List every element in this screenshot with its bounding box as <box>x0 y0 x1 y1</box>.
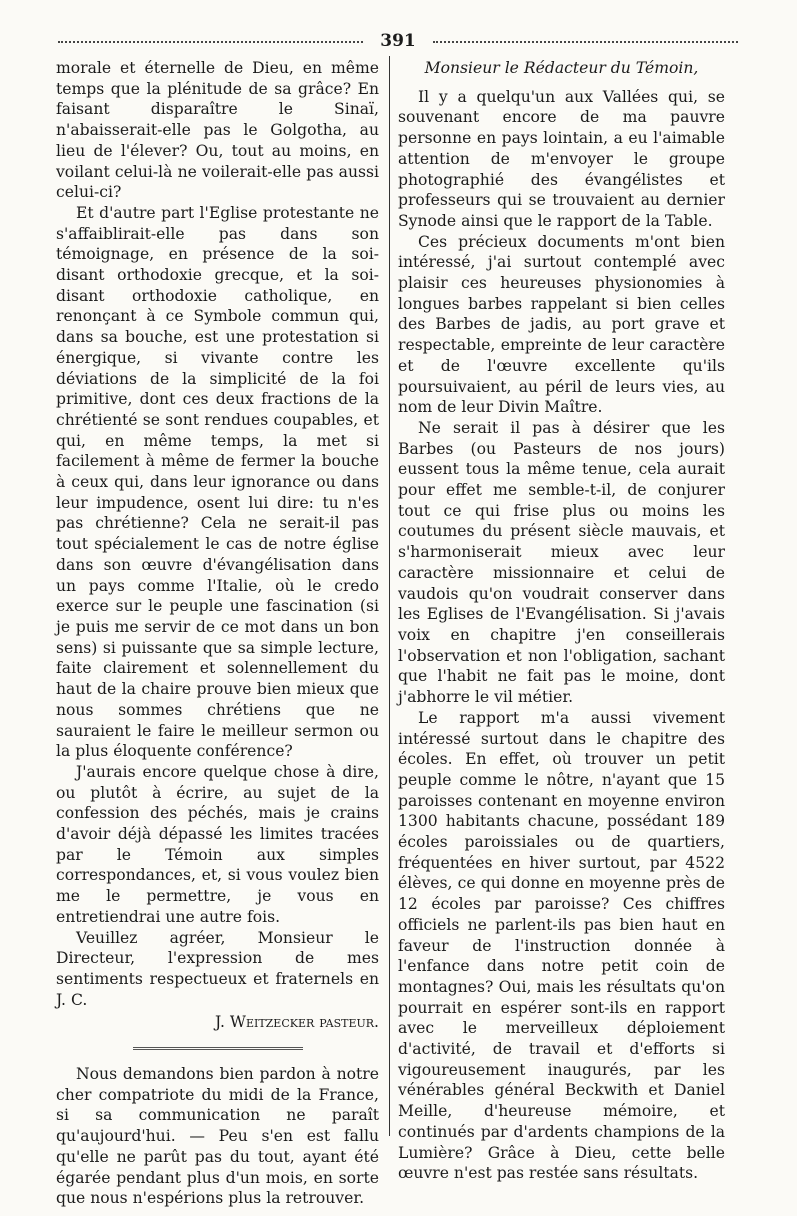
left-column <box>56 58 379 1209</box>
left-paragraph-1: morale et éternelle de Dieu, en même temps que la plénitude de sa grâce? En faisant disparaître le Sinaï, n'abaisserait-elle pas le Golgotha, au lieu de l'élever? Ou, tout au moins, en voilant celui-là ne voilerait-elle pas aussi celui-ci? <box>56 59 379 202</box>
right-paragraph-2: Ces précieux documents m'ont bien intéressé, j'ai surtout contemplé avec plaisir ces heureuses physionomies à longues barbes rappelant si bien celles des Barbes de jadis, au port grave et respectable, empreinte de leur caractère et de l'œuvre excellente qu'ils poursuivaient, au péril de leurs vies, au nom de leur Divin Maître. <box>398 232 725 417</box>
right-paragraph-1: Il y a quelqu'un aux Vallées qui, se souvenant encore de ma pauvre personne en pays lointain, a eu l'aimable attention de m'envoyer le groupe photographié des évangélistes et professeurs qui se trouvaient au dernier Synode ainsi que le rapport de la Table. <box>398 87 725 230</box>
page-number: 391 <box>380 31 416 51</box>
section-separator <box>133 1047 303 1050</box>
header-rule-left <box>58 41 363 43</box>
header-rule-right <box>433 41 738 43</box>
column-divider <box>389 56 390 1136</box>
left-paragraph-2: Et d'autre part l'Eglise protestante ne s'affaiblirait-elle pas dans son témoignage, en présence de la soi-disant orthodoxie grecque, et la soi-disant orthodoxie catholique, en renonçant à ce Symbole commun qui, dans sa bouche, est une protestation si énergique, si vivante contre les déviations de la simplicité de la foi primitive, dont ces deux fractions de la chrétienté se sont rendues coupables, et qui, en même temps, la met si facilement à même de fermer la bouche à ceux qui, dans leur ignorance ou dans leur impudence, osent lui dire: tu n'es pas chrétienne? Cela ne serait-il pas tout spécialement le cas de notre église dans son œuvre d'évangélisation dans un pays comme l'Italie, où le credo exerce sur le peuple une fascination (si je puis me servir de ce mot dans un bon sens) si puissante que sa simple lecture, faite clairement et solennellement du haut de la chaire prouve bien mieux que nous sommes chrétiens que ne sauraient le faire le meilleur sermon ou la plus éloquente conférence? <box>56 203 379 761</box>
letter-signature: J. Weitzecker pasteur. <box>214 1013 379 1032</box>
right-paragraph-4: Le rapport m'a aussi vivement intéressé surtout dans le chapitre des écoles. En effet, où trouver un petit peuple comme le nôtre, n'ayant que 15 paroisses contenant en moyenne environ 1300 habitants chacune, possédant 189 écoles paroissiales ou de quartiers, fréquentées en hiver surtout, par 4522 élèves, ce qui donne en moyenne près de 12 écoles par paroisse? Ces chiffres officiels ne parlent-ils pas bien haut en faveur de l'instruction donnée à l'enfance dans notre petit coin de montagnes? Oui, mais les résultats qu'on pourrait en espérer sont-ils en rapport avec le merveilleux déploiement d'activité, de travail et d'efforts si vigoureusement inaugurés, par les vénérables général Beckwith et Daniel Meille, d'heureuse mémoire, et continués par d'ardents champions de la Lumière? Grâce à Dieu, cette belle œuvre n'est pas restée sans résultats. <box>398 708 725 1183</box>
right-paragraph-3: Ne serait il pas à désirer que les Barbes (ou Pasteurs de nos jours) eussent tous la même tenue, cela aurait pour effet me semble-t-il, de conjurer tout ce qui frise plus ou moins les coutumes du présent siècle mauvais, et s'harmoniserait mieux avec leur caractère missionnaire et celui de vaudois qu'on voudrait conserver dans les Eglises de l'Evangélisation. Si j'avais voix en chapitre j'en conseillerais l'observation et non l'obligation, sachant que l'habit ne fait pas le moine, dont j'abhorre le vil métier. <box>398 418 725 707</box>
right-column <box>398 58 725 1184</box>
left-paragraph-4: Veuillez agréer, Monsieur le Directeur, l'expression de mes sentiments respectueux et fraternels en J. C. <box>56 928 379 1009</box>
page-header <box>58 30 738 52</box>
letter-salutation: Monsieur le Rédacteur du Témoin, <box>424 59 699 77</box>
left-paragraph-3: J'aurais encore quelque chose à dire, ou plutôt à écrire, au sujet de la confession des péchés, mais je crains d'avoir déjà dépassé les limites tracées par le Témoin aux simples correspondances, et, si vous voulez bien me le permettre, je vous en entretiendrai une autre fois. <box>56 762 379 926</box>
editor-note: Nous demandons bien pardon à notre cher compatriote du midi de la France, si sa communication ne paraît qu'aujourd'hui. — Peu s'en est fallu qu'elle ne parût pas du tout, ayant été égarée pendant plus d'un mois, en sorte que nous n'espérions plus la retrouver. <box>56 1065 379 1208</box>
